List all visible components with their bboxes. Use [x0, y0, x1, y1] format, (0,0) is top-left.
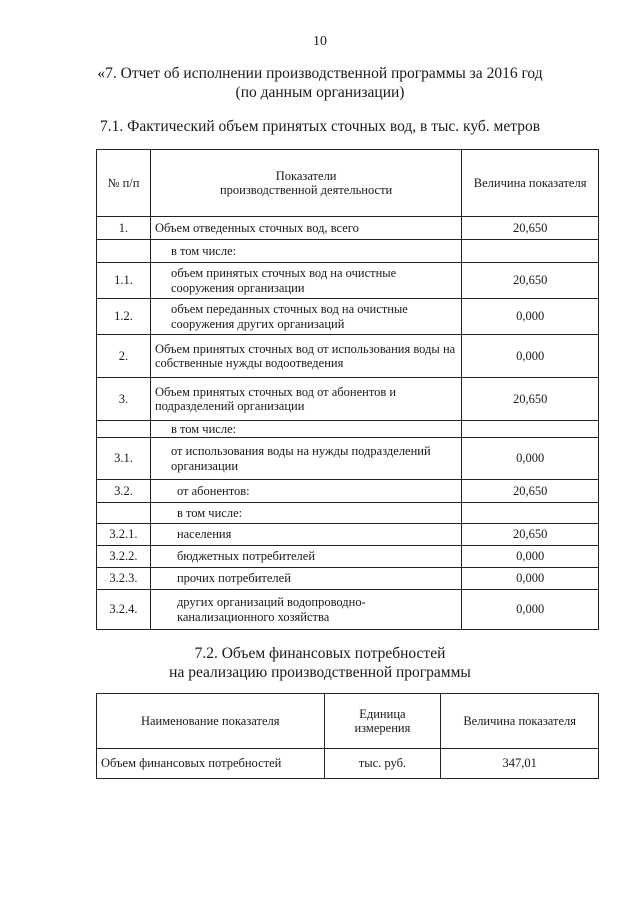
row-number: 3.2.: [97, 480, 151, 503]
row-label: других организаций водопроводно-канализационного хозяйства: [150, 590, 461, 630]
table-row: [97, 480, 599, 503]
row-label: объем принятых сточных вод на очистные сооружения организации: [150, 263, 461, 299]
header-indicator-name: Наименование показателя: [97, 694, 325, 749]
row-number: 3.2.1.: [97, 524, 151, 546]
row-value: 0,000: [462, 335, 599, 378]
table-row: [97, 240, 599, 263]
row-label: бюджетных потребителей: [150, 546, 461, 568]
row-value: [462, 421, 599, 438]
row-number: 3.1.: [97, 438, 151, 480]
row-label: Объем финансовых потребностей: [97, 749, 325, 779]
row-number: 3.: [97, 378, 151, 421]
row-value: 0,000: [462, 590, 599, 630]
row-number: [97, 503, 151, 524]
header-value: Величина показателя: [462, 150, 599, 217]
row-number: 1.1.: [97, 263, 151, 299]
table-header-row: [97, 694, 599, 749]
table-row: [97, 546, 599, 568]
row-label: Объем принятых сточных вод от абонентов и подразделений организации: [150, 378, 461, 421]
table-row: [97, 299, 599, 335]
row-value: 20,650: [462, 480, 599, 503]
row-label: объем переданных сточных вод на очистные сооружения других организаций: [150, 299, 461, 335]
row-number: 3.2.4.: [97, 590, 151, 630]
row-value: 347,01: [441, 749, 599, 779]
section-7-1-title: 7.1. Фактический объем принятых сточных вод, в тыс. куб. метров: [99, 118, 541, 135]
row-number: [97, 240, 151, 263]
row-value: 20,650: [462, 524, 599, 546]
header-number: № п/п: [97, 150, 151, 217]
section-7-title: [0, 64, 640, 102]
row-label: от использования воды на нужды подразделений организации: [150, 438, 461, 480]
table-row: [97, 590, 599, 630]
row-label: в том числе:: [150, 421, 461, 438]
section-7-2-title-line1: 7.2. Объем финансовых потребностей: [194, 645, 446, 662]
row-value: 0,000: [462, 546, 599, 568]
row-value: [462, 240, 599, 263]
table-row: [97, 378, 599, 421]
row-label: в том числе:: [150, 240, 461, 263]
row-number: 1.2.: [97, 299, 151, 335]
row-label: в том числе:: [150, 503, 461, 524]
row-value: [462, 503, 599, 524]
header-indicator: [150, 150, 461, 217]
header-unit: [324, 694, 441, 749]
table-row: [97, 568, 599, 590]
header-indicator-line1: Показатели: [275, 168, 337, 183]
row-number: 3.2.3.: [97, 568, 151, 590]
section-7-title-line2: (по данным организации): [235, 84, 405, 101]
row-label: от абонентов:: [150, 480, 461, 503]
financial-needs-table: [96, 693, 599, 779]
table-row: [97, 217, 599, 240]
row-label: Объем принятых сточных вод от использования воды на собственные нужды водоотведения: [150, 335, 461, 378]
row-number: 1.: [97, 217, 151, 240]
table-row: [97, 749, 599, 779]
table-header-row: [97, 150, 599, 217]
table-row: [97, 335, 599, 378]
section-7-2-title: [0, 644, 640, 682]
header-value: Величина показателя: [441, 694, 599, 749]
row-value: 20,650: [462, 217, 599, 240]
row-value: 0,000: [462, 568, 599, 590]
header-indicator-line2: производственной деятельности: [219, 183, 393, 197]
row-label: прочих потребителей: [150, 568, 461, 590]
row-number: [97, 421, 151, 438]
table-row: [97, 524, 599, 546]
row-value: 20,650: [462, 378, 599, 421]
row-number: 3.2.2.: [97, 546, 151, 568]
row-label: населения: [150, 524, 461, 546]
table-row: [97, 421, 599, 438]
section-7-2-title-line2: на реализацию производственной программы: [169, 664, 471, 681]
row-value: 0,000: [462, 438, 599, 480]
page-number: 10: [313, 34, 327, 49]
row-value: 0,000: [462, 299, 599, 335]
header-unit-line2: измерения: [354, 721, 411, 735]
row-label: Объем отведенных сточных вод, всего: [150, 217, 461, 240]
table-row: [97, 263, 599, 299]
wastewater-volume-table: [96, 149, 599, 630]
table-row: [97, 503, 599, 524]
table-row: [97, 438, 599, 480]
section-7-title-line1: «7. Отчет об исполнении производственной программы за 2016 год: [97, 65, 543, 82]
row-number: 2.: [97, 335, 151, 378]
row-value: 20,650: [462, 263, 599, 299]
row-unit: тыс. руб.: [324, 749, 441, 779]
header-unit-line1: Единица: [359, 706, 406, 721]
